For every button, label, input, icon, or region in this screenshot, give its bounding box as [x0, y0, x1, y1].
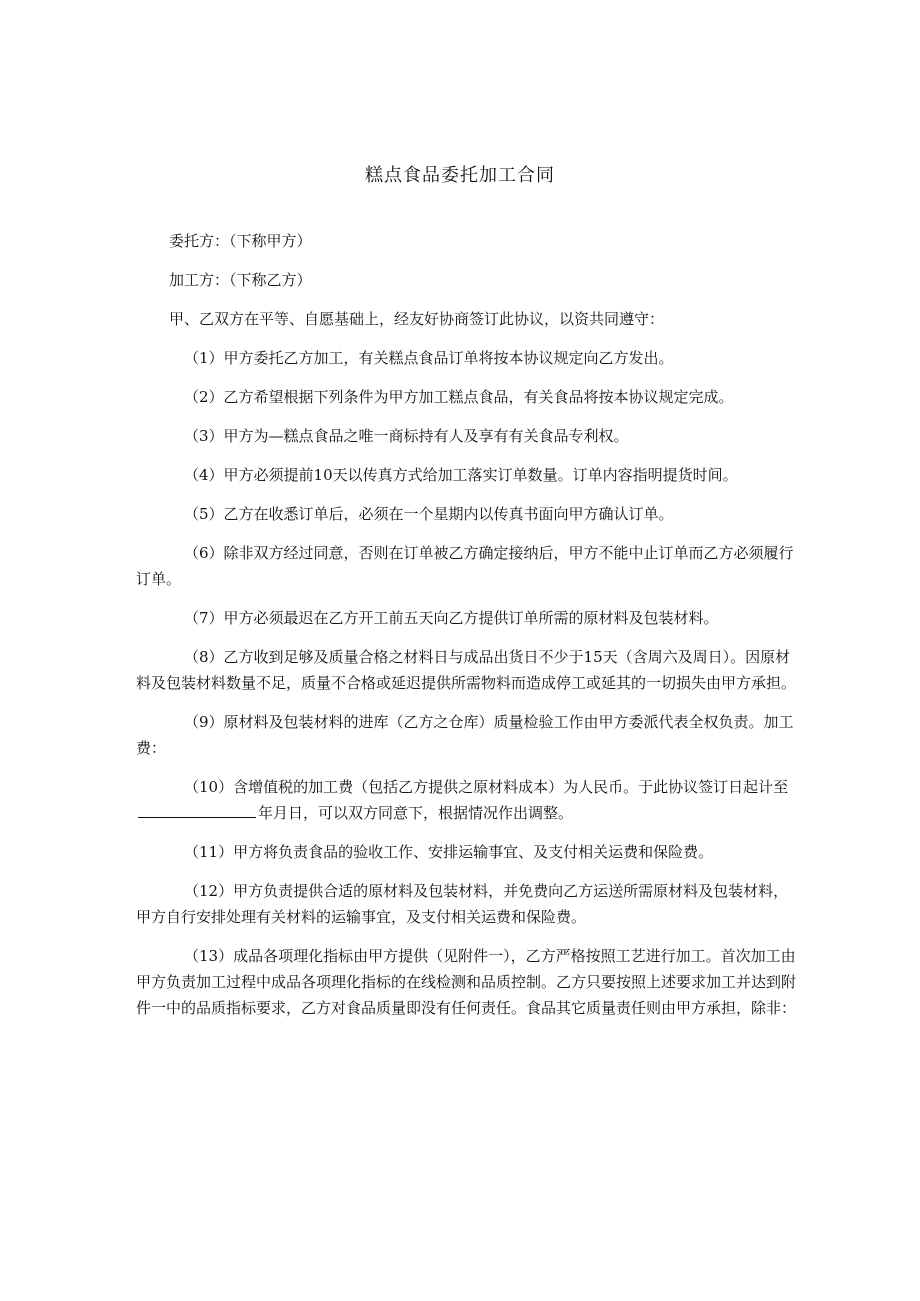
document-title: 糕点食品委托加工合同 — [365, 165, 555, 186]
document-body — [136, 228, 796, 1034]
clause-10 — [136, 774, 796, 826]
clause-2: （2）乙方希望根据下列条件为甲方加工糕点食品，有关食品将按本协议规定完成。 — [184, 388, 734, 406]
clause-10-part2: 年月日，可以双方同意下，根据情况作出调整。 — [258, 804, 574, 822]
clause-7: （7）甲方必须最迟在乙方开工前五天向乙方提供订单所需的原材料及包装材料。 — [184, 609, 719, 627]
clause-5: （5）乙方在收悉订单后，必须在一个星期内以传真书面向甲方确认订单。 — [184, 505, 674, 523]
preamble: 甲、乙双方在平等、自愿基础上，经友好协商签订此协议，以资共同遵守： — [169, 310, 665, 328]
clause-12: （12）甲方负责提供合适的原材料及包装材料，并免费向乙方运送所需原材料及包装材料，甲方自行安排处理有关材料的运输事宜，及支付相关运费和保险费。 — [136, 882, 789, 926]
fill-in-blank — [138, 803, 256, 818]
clause-10-part1: （10）含增值税的加工费（包括乙方提供之原材料成本）为人民币。于此协议签订日起计至 — [184, 778, 789, 796]
clause-8: （8）乙方收到足够及质量合格之材料日与成品出货日不少于15天（含周六及周日）。因原材料及包装材料数量不足，质量不合格或延迟提供所需物料而造成停工或延其的一切损失由甲方承担。 — [136, 648, 797, 692]
processor-party: 加工方：（下称乙方） — [169, 271, 312, 289]
client-party: 委托方：（下称甲方） — [169, 232, 312, 250]
clause-9: （9）原材料及包装材料的进库（乙方之仓库）质量检验工作由甲方委派代表全权负责。加工费： — [136, 713, 794, 757]
clause-11: （11）甲方将负责食品的验收工作、安排运输事宜、及支付相关运费和保险费。 — [184, 843, 714, 861]
clause-13: （13）成品各项理化指标由甲方提供（见附件一），乙方严格按照工艺进行加工。首次加工由甲方负责加工过程中成品各项理化指标的在线检测和品质控制。乙方只要按照上述要求加工并达到附件一中的品质指标要求，乙方对食品质量即没有任何责任。食品其它质量责任则由甲方承担，除非： — [136, 947, 797, 1017]
clause-6: （6）除非双方经过同意，否则在订单被乙方确定接纳后，甲方不能中止订单而乙方必须履行订单。 — [136, 544, 794, 588]
clause-4: （4）甲方必须提前10天以传真方式给加工落实订单数量。订单内容指明提货时间。 — [184, 466, 738, 484]
clause-3: （3）甲方为—糕点食品之唯一商标持有人及享有有关食品专利权。 — [184, 427, 629, 445]
clause-1: （1）甲方委托乙方加工，有关糕点食品订单将按本协议规定向乙方发出。 — [184, 349, 674, 367]
